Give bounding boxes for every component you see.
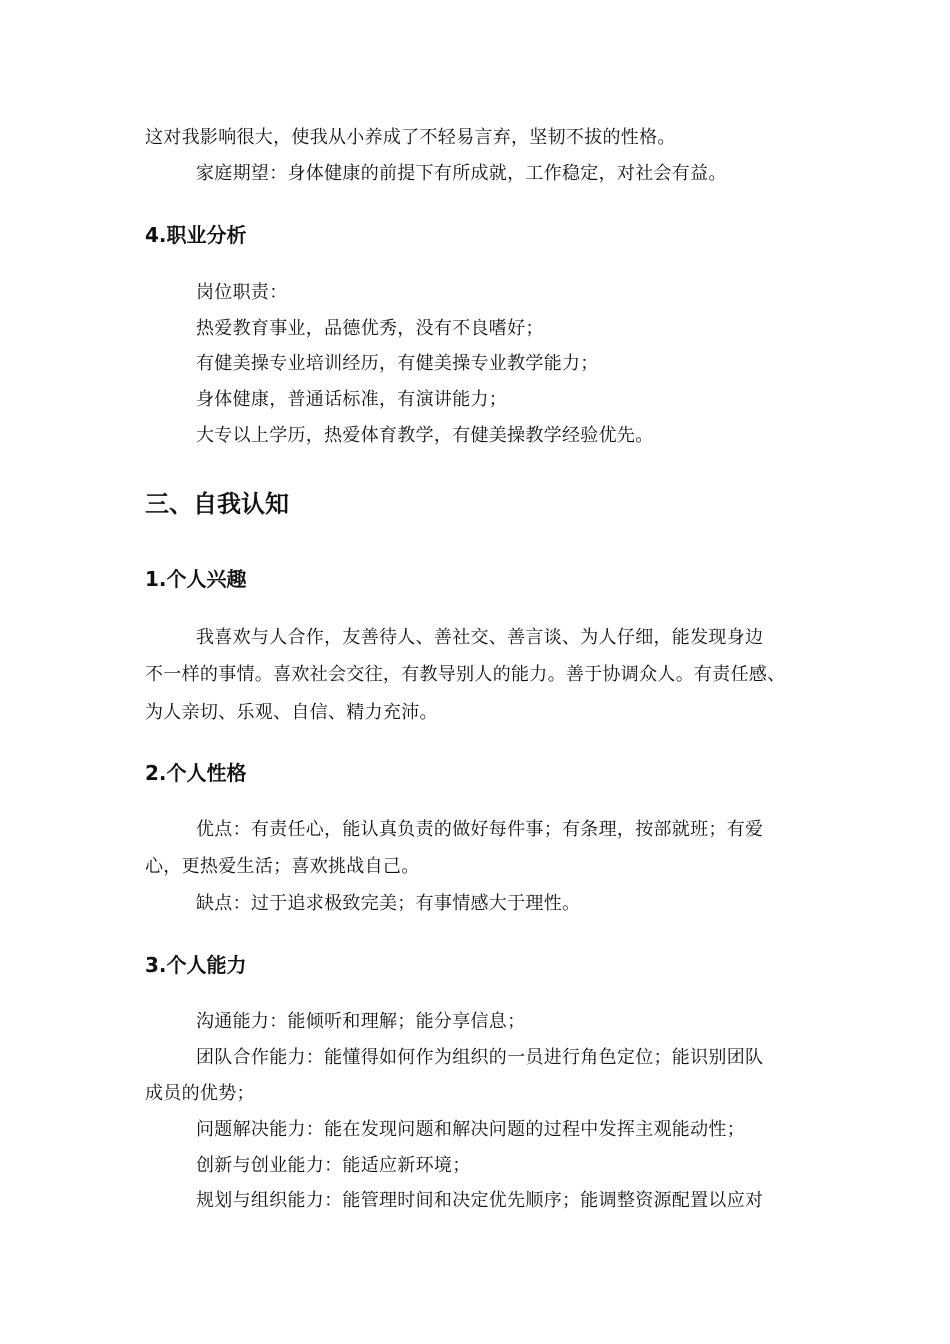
- duty-item: 身体健康，普通话标准，有演讲能力；: [196, 389, 508, 410]
- duties-label: 岗位职责：: [196, 282, 288, 303]
- career-analysis-heading: 4.职业分析: [145, 223, 247, 247]
- interests-paragraph-line: 为人亲切、乐观、自信、精力充沛。: [145, 702, 438, 723]
- interests-heading: 1.个人兴趣: [145, 567, 247, 591]
- ability-item: 沟通能力：能倾听和理解；能分享信息；: [196, 1011, 526, 1032]
- ability-item: 成员的优势；: [145, 1083, 255, 1104]
- personality-paragraph-line: 优点：有责任心，能认真负责的做好每件事；有条理，按部就班；有爱: [196, 819, 764, 840]
- ability-item: 团队合作能力：能懂得如何作为组织的一员进行角色定位；能识别团队: [196, 1047, 764, 1068]
- interests-paragraph-line: 不一样的事情。喜欢社会交往，有教导别人的能力。善于协调众人。有责任感、: [145, 664, 786, 685]
- personality-heading: 2.个人性格: [145, 761, 247, 785]
- duty-item: 有健美操专业培训经历，有健美操专业教学能力；: [196, 353, 599, 374]
- self-cognition-heading: 三、自我认知: [145, 490, 289, 518]
- interests-paragraph-line: 我喜欢与人合作，友善待人、善社交、善言谈、为人仔细，能发现身边: [196, 627, 764, 648]
- duty-item: 大专以上学历，热爱体育教学，有健美操教学经验优先。: [196, 425, 654, 446]
- personality-paragraph-line: 心，更热爱生活；喜欢挑战自己。: [145, 856, 420, 877]
- abilities-heading: 3.个人能力: [145, 953, 247, 977]
- ability-item: 问题解决能力：能在发现问题和解决问题的过程中发挥主观能动性；: [196, 1119, 745, 1140]
- ability-item: 规划与组织能力：能管理时间和决定优先顺序；能调整资源配置以应对: [196, 1190, 764, 1211]
- duty-item: 热爱教育事业，品德优秀，没有不良嗜好；: [196, 318, 544, 339]
- family-influence-text: 这对我影响很大，使我从小养成了不轻易言弃，坚韧不拔的性格。: [145, 127, 676, 148]
- personality-paragraph-line: 缺点：过于追求极致完美；有事情感大于理性。: [196, 893, 581, 914]
- family-expectation-text: 家庭期望：身体健康的前提下有所成就，工作稳定，对社会有益。: [196, 163, 727, 184]
- ability-item: 创新与创业能力：能适应新环境；: [196, 1155, 471, 1176]
